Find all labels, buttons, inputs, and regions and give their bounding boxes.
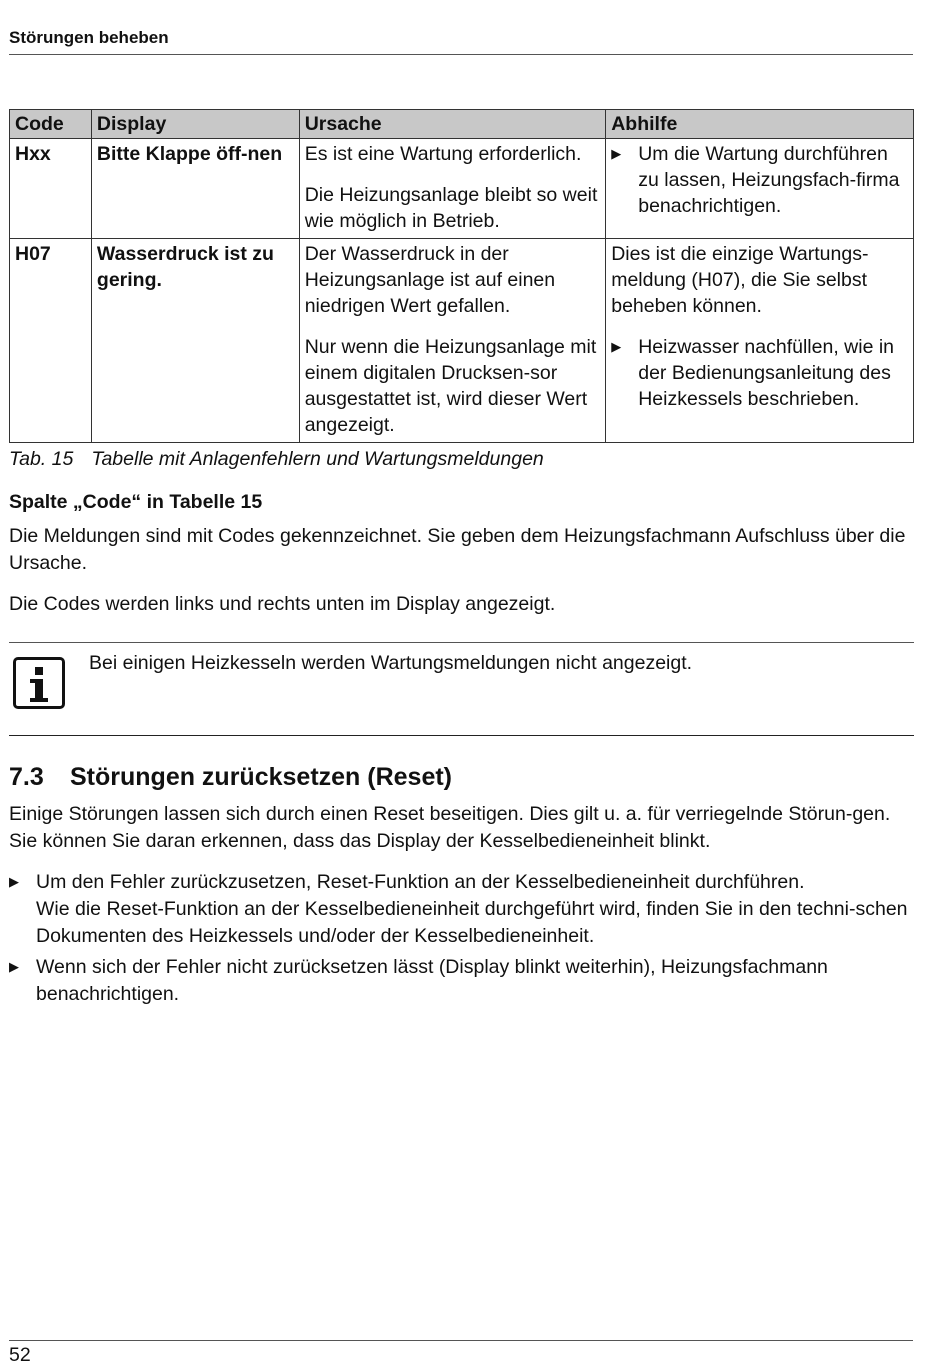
table-row [10, 139, 914, 239]
page-number: 52 [9, 1344, 31, 1366]
display-cell: Wasserdruck ist zu gering. [91, 239, 299, 443]
column-header-display: Display [91, 110, 299, 139]
abhilfe-cell [606, 239, 914, 443]
step-text: Um den Fehler zurückzusetzen, Reset-Funktion an der Kesselbedieneinheit durchführen. [36, 871, 805, 893]
info-note [9, 642, 914, 736]
ursache-cell [299, 139, 606, 239]
bullet-item [611, 334, 908, 412]
bullet-arrow-icon: ▶ [611, 146, 622, 161]
bullet-arrow-icon: ▶ [9, 959, 19, 974]
ursache-text: Der Wasserdruck in der Heizungsanlage ist auf einen niedrigen Wert gefallen. [304, 243, 556, 317]
bullet-arrow-icon: ▶ [9, 874, 19, 889]
section-intro: Einige Störungen lassen sich durch einen Reset beseitigen. Dies gilt u. a. für verriegelnde Störun-gen. Sie können Sie daran erkennen, dass das Display der Kesselbedieneinheit blinkt. [9, 803, 891, 852]
code-cell: H07 [10, 239, 92, 443]
table-header-row [10, 110, 914, 139]
list-item [9, 869, 914, 950]
info-text: Bei einigen Heizkesseln werden Wartungsmeldungen nicht angezeigt. [89, 652, 693, 674]
paragraph: Die Codes werden links und rechts unten im Display angezeigt. [9, 593, 556, 615]
info-icon [13, 657, 65, 709]
ursache-text: Nur wenn die Heizungsanlage mit einem digitalen Drucksen-sor ausgestattet ist, wird dieser Wert angezeigt. [304, 336, 597, 436]
section-number: 7.3 [9, 763, 44, 791]
ursache-text: Es ist eine Wartung erforderlich. [304, 143, 582, 165]
column-header-code: Code [10, 110, 92, 139]
section-heading [9, 763, 452, 792]
abhilfe-text: Um die Wartung durchführen zu lassen, Heizungsfach-firma benachrichtigen. [638, 143, 900, 217]
code-cell: Hxx [10, 139, 92, 239]
running-header: Störungen beheben [9, 28, 913, 55]
error-table [9, 109, 914, 443]
display-cell: Bitte Klappe öff-nen [91, 139, 299, 239]
ursache-text: Die Heizungsanlage bleibt so weit wie möglich in Betrieb. [304, 184, 598, 232]
list-item [9, 954, 914, 1008]
table-row [10, 239, 914, 443]
caption-number: Tab. 15 [9, 448, 74, 470]
abhilfe-text: Heizwasser nachfüllen, wie in der Bedienungsanleitung des Heizkessels beschrieben. [638, 336, 895, 410]
step-detail: Wie die Reset-Funktion an der Kesselbedieneinheit durchgeführt wird, finden Sie in den techni-schen Dokumenten des Heizkessels und/oder der Kesselbedieneinheit. [36, 898, 908, 947]
bullet-arrow-icon: ▶ [611, 339, 622, 354]
subheading: Spalte „Code“ in Tabelle 15 [9, 491, 263, 513]
column-header-abhilfe: Abhilfe [606, 110, 914, 139]
paragraph: Die Meldungen sind mit Codes gekennzeichnet. Sie geben dem Heizungsfachmann Aufschluss über die Ursache. [9, 525, 906, 574]
section-title: Störungen zurücksetzen (Reset) [70, 763, 453, 791]
footer-divider [9, 1340, 913, 1341]
step-text: Wenn sich der Fehler nicht zurücksetzen lässt (Display blinkt weiterhin), Heizungsfachmann benachrichtigen. [36, 956, 828, 1005]
column-header-ursache: Ursache [299, 110, 606, 139]
abhilfe-cell [606, 139, 914, 239]
caption-text: Tabelle mit Anlagenfehlern und Wartungsmeldungen [91, 448, 544, 470]
bullet-item [611, 141, 908, 219]
table-caption [9, 448, 544, 471]
ursache-cell [299, 239, 606, 443]
abhilfe-text: Dies ist die einzige Wartungs-meldung (H07), die Sie selbst beheben können. [611, 243, 869, 317]
step-list [9, 869, 914, 1008]
